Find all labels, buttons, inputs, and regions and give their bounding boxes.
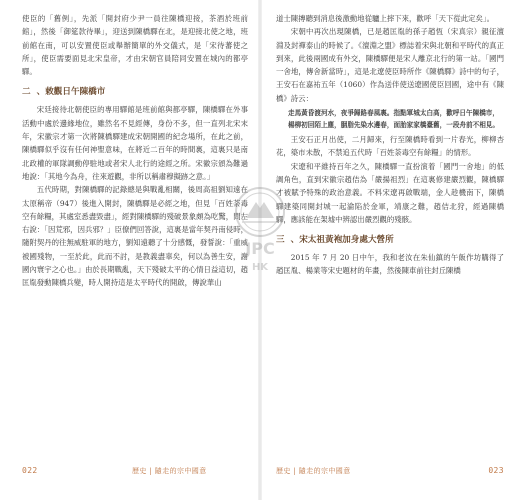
paragraph: 宋廷接待北朝使臣的專用驛館是班前館與都亭驛，陳橋驛在外事活動中處於邊緣地位，雖然名不見經傳，身份不多，但一直列北宋末年，宋徽宗才第一次將陳橋驛建成宋朝開國的紀念場所，在此之前，陳橋驛似乎沒有任何神聖意味，在將近二百年的時間裏，這裏只是南北政權的軍隊調動停駐地或者宋人北行的途經之所。宋徽宗頒為難過地說：「其地今為舟，往來遊觀，非所以稱肅穆擬跡之意。」 xyxy=(22,105,248,181)
section-title: 、敕觀日午陳橋市 xyxy=(36,87,106,98)
paragraph: 道士陳摶聽到消息後激動地從驢上摔下來，歡呼「天下從此定矣」。 xyxy=(276,14,495,23)
page-number: 023 xyxy=(488,466,504,475)
watermark-subtext: HK xyxy=(251,262,269,273)
left-footer xyxy=(22,466,242,475)
section-number: 三 xyxy=(276,235,285,246)
page-number: 022 xyxy=(22,466,38,475)
jpc-watermark-logo xyxy=(228,186,292,278)
section-number: 二 xyxy=(22,87,31,98)
section-heading xyxy=(276,234,504,247)
paragraph: 宋朝中再次出現陳橋，已是趙匡胤的孫子趙恆（宋真宗）親征澶淵及封禪泰山的時候了。《澶淵之盟》標誌着宋與北朝和平時代的真正到來，此後兩國成有外交，陳橋驛便是宋人離京北行的第一站。「國門一舍地，傳舍新當時」，這是北遼使臣時所作《陳橋驛》詩中的句子，王安石在嘉祐五年（1060）作為送伴使送遼國使臣回國，途中有《陳橋》詩云： xyxy=(276,27,504,103)
paragraph: 五代時期，對陳橋驛的記錄總是與戰亂相關，後周高祖劉知遠在太原稱帝（947）後進入開封，陳橋驛是必經之地，但見「百姓荼毒空有餘糧，其處室悉盡毀盡」，經對陳橋驛的殘破景象頗為吃驚，問左右說：「因荒邪，因兵邪？」臣僚們回答說，這裏是當年契丹南侵時，隨附契丹的往無威駐軍的地方，劉知遠聽了十分感慨，發誓說：「重威被國殘物，一至於此，此而不討，是教義盡辜矣，何以為善生安，謝國內寰宇之心也。」由於長期戰亂，天下殘破太平的心情日益這切，趙匡胤發動陳橋兵變，時人開持這是太平時代的開啟，傳說華山 xyxy=(22,185,248,288)
running-title: 歷史 | 隨走的宗中國意 xyxy=(132,467,207,475)
section-heading xyxy=(22,86,248,99)
right-page xyxy=(260,0,520,500)
paragraph: 使臣的「舊例」，先派「開封府少尹一員往陳橋迎接，茶酒於班前館」，然後「御筵款待畢」，迎送到陳橋驛在北，是迎接北使之地，班前館在南，可以安置使臣或舉辦簡單的外交儀式，是「宋待蕃使之所」，使臣需要面見北宋皇帝，才由宋朝官員陪同安置在城內的都亭驛。 xyxy=(22,14,248,77)
paragraph: 宋遼和平維持百年之久，陳橋驛一直扮演着「國門一舍地」的低調角色，直到宋徽宗趙佶為「嚴揚祖烈」在這裏修建嚴烈觀，陳橋驛才被賦予特殊的政治意義。不料宋遼再啟戰端，金人趁機南下，陳橋驛建築同開封城一起淪陷於金軍，靖康之難，趙佶北狩，經過陳橋驛，應該能在架墟中辨認出嚴烈觀的殘骸。 xyxy=(276,161,504,224)
section-title: 、宋太祖黃袍加身處大營所 xyxy=(290,235,394,246)
poem-quote: 走馬黃昏渡河水，夜爭歸路春風裏。指點軍城太白高，歡呼日午陳橋市，楊柳初回陌上塵，胭脂先染水邊春，面胎家家橋臺舊，一段舟前不相見。 xyxy=(288,109,499,130)
paragraph: 2015 年 7 月 20 日中午，我和老汝在朱仙鎮的午飯作坊購得了趙匡胤、楊業等宋史題材的年畫，然後陳車前往封丘陳橋 xyxy=(276,253,504,276)
paragraph: 王安石正月出使，二月歸來，行至陳橋時看到一片春光，柳柳杏花，築市未散，不禁追五代時「百姓荼毒空有餘糧」的情形。 xyxy=(276,135,504,158)
running-title: 歷史 | 隨走的宗中國意 xyxy=(276,467,351,475)
watermark-text: JPC xyxy=(245,239,275,258)
